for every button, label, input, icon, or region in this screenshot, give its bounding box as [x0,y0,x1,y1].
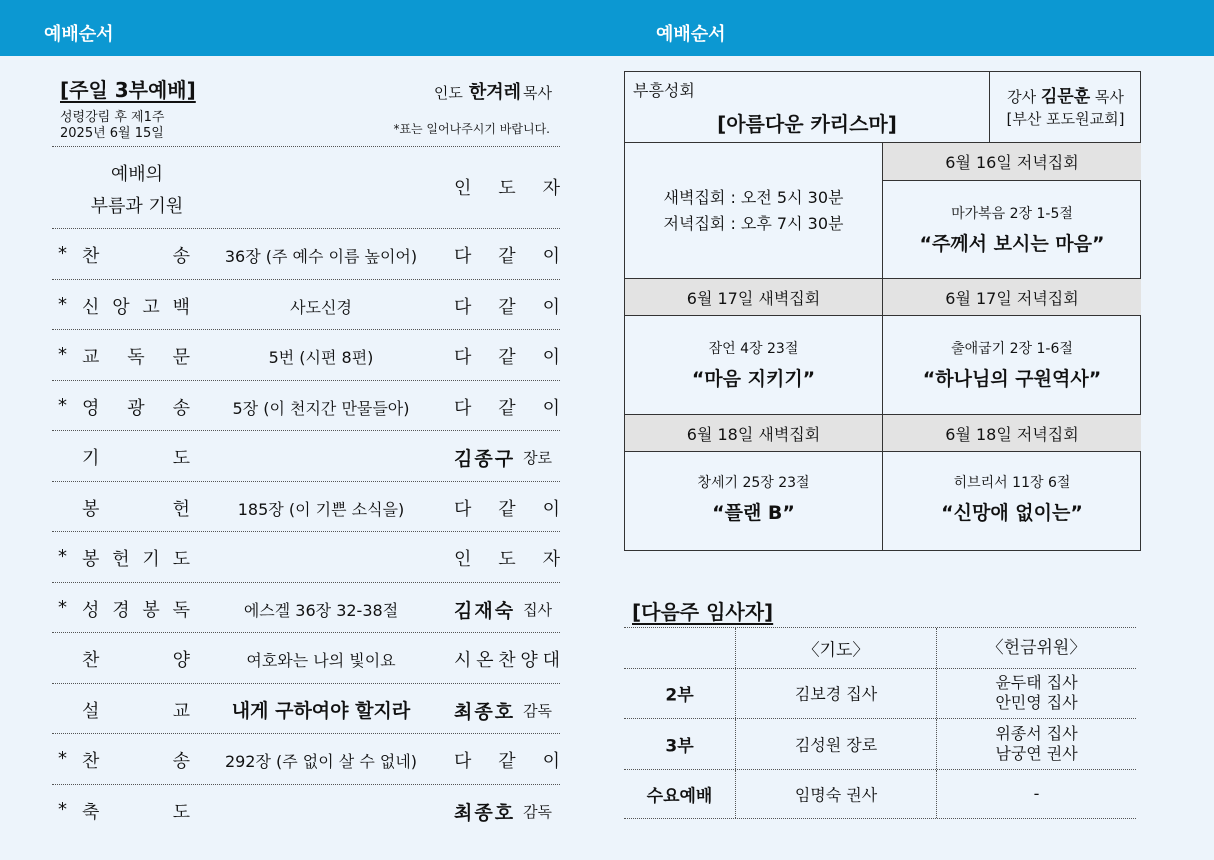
who-char: 다 [454,246,472,267]
who-char: 다 [454,498,472,520]
who-char: 대 [542,650,560,671]
call-to-worship [82,159,192,223]
standing-mark: * [58,344,67,365]
next-week-table [624,627,1136,819]
session-body [625,316,883,415]
who-char: 다 [454,751,472,772]
order-who [454,242,560,268]
order-item [82,747,190,773]
sermon-title: “플랜 B” [712,502,795,524]
scripture-ref: 마가복음 2장 1-5절 [951,206,1073,222]
leader-name: 한겨레 [468,82,522,103]
order-item [82,242,190,268]
who-char: 도 [498,178,516,199]
who-char: 이 [542,347,560,368]
order-content: 사도신경 [290,297,352,317]
service-name: 2부 [665,685,694,706]
calendar-line1: 성령강림 후 제1주 [60,110,165,125]
who-char: 인 [454,178,472,199]
next-week-row [624,668,1136,719]
offering-person: 남궁연 권사 [995,743,1078,763]
session-body [883,316,1141,415]
person-title: 장로 [523,449,553,467]
speaker-title: 목사 [1094,88,1124,106]
next-week-row [624,718,1136,769]
who-char: 다 [454,296,472,318]
who-char: 자 [542,178,560,199]
order-item [82,545,190,571]
order-item [82,293,190,319]
next-week-row [624,769,1136,820]
sermon-title: “주께서 보시는 마음” [919,233,1105,255]
order-item [82,697,190,723]
item-char: 봉 [82,498,100,520]
sermon-title: “하나님의 구원역사” [922,368,1102,390]
order-who [454,394,560,420]
order-item [82,596,190,622]
item-char: 봉 [82,549,100,570]
col-prayer: 〈기도〉 [802,640,870,661]
order-content: 에스겔 36장 32-38절 [243,600,399,620]
service-title: [주일 3부예배] [60,78,196,102]
service-name: 3부 [665,736,694,757]
speaker-church: [부산 포도원교회] [1006,110,1125,128]
revival-header [625,72,1140,143]
order-item [82,646,190,672]
speaker-name: 김문훈 [1040,87,1091,107]
order-content: 5번 (시편 8편) [268,348,374,367]
session-body [883,181,1141,279]
who-char: 같 [498,397,516,419]
item-char: 송 [172,397,190,419]
who-char: 같 [498,296,516,318]
person-name: 김종구 [454,448,516,470]
who-char: 이 [542,296,560,318]
offering-person: 위종서 집사 [995,723,1078,743]
item-char: 신 [82,296,100,318]
standing-mark: * [58,596,67,618]
order-content: 292장 (주 없이 살 수 없네) [224,752,418,771]
order-item [82,394,190,420]
item-char: 찬 [82,751,100,772]
revival-meeting-box [624,71,1141,551]
standing-mark: * [58,394,67,416]
who-char: 같 [498,751,516,772]
order-who [454,545,560,571]
item-char: 독 [127,347,145,368]
order-row [52,380,560,431]
who-char: 찬 [498,650,516,671]
item-char: 교 [82,347,100,368]
order-content: 185장 (이 기쁜 소식을) [237,499,405,519]
session-body [883,452,1141,550]
next-week-title: [다음주 임사자] [632,600,774,624]
who-char: 이 [542,498,560,520]
order-item [82,343,190,369]
who-char: 이 [542,246,560,267]
who-char: 이 [542,751,560,772]
order-row [52,279,560,330]
who-char: 인 [454,549,472,570]
meeting-times [625,143,883,279]
left-header-title: 예배순서 [44,24,114,45]
person-name: 김재숙 [454,599,516,622]
time-evening: 저녁집회 : 오후 7시 30분 [663,213,844,233]
session-header: 6월 18일 새벽집회 [625,415,883,452]
prayer-person: 임명숙 권사 [794,785,878,805]
order-content: 내게 구하여야 할지라 [231,699,411,722]
item-char: 문 [172,347,190,368]
item-char: 도 [172,801,190,823]
who-char: 도 [498,549,516,570]
item-char: 찬 [82,246,100,267]
speaker-label: 강사 [1007,88,1037,106]
session-header: 6월 18일 저녁집회 [883,415,1141,452]
item-char: 백 [172,296,190,318]
order-who [454,798,560,825]
who-char: 이 [542,397,560,419]
order-who [454,646,560,672]
order-who [454,495,560,521]
item-char: 설 [82,700,100,722]
order-who [454,697,560,724]
person-title: 감독 [523,802,553,821]
order-row [52,632,560,683]
item-char: 앙 [112,296,130,318]
order-who [454,747,560,773]
scripture-ref: 창세기 25장 23절 [697,475,810,491]
prayer-person: 김성원 장로 [794,735,878,755]
offering-person: 윤두태 집사 [995,673,1078,693]
next-week-header-row [624,627,1136,668]
person-title: 감독 [523,701,553,720]
offering-persons [937,784,1136,804]
order-row [52,481,560,532]
item-char: 성 [82,599,100,621]
order-row [52,329,560,380]
who-char: 자 [542,549,560,570]
who-char: 양 [520,650,538,671]
order-content: 5장 (이 천지간 만물들아) [232,398,410,418]
who-char: 시 [454,650,472,671]
who-char: 온 [476,650,494,671]
header-bar [0,0,1214,56]
order-row [52,683,560,734]
order-content: 36장 (주 예수 이름 높이어) [224,247,418,266]
item-char: 헌 [112,549,130,570]
service-name: 수요예배 [646,786,713,807]
offering-person: - [1033,783,1040,803]
leader-title: 목사 [523,84,552,102]
item-char: 광 [127,397,145,419]
session-header: 6월 17일 새벽집회 [625,279,883,316]
order-item [82,444,190,470]
call-line1: 예배의 [110,164,164,185]
order-row-call [52,146,560,228]
item-char: 교 [172,700,190,722]
divider [989,72,990,143]
sermon-title: “마음 지키기” [691,368,816,390]
offering-persons [937,724,1136,764]
item-char: 경 [112,599,130,621]
item-char: 도 [172,448,190,469]
who-char: 다 [454,347,472,368]
liturgical-date [60,110,164,142]
order-who [454,343,560,369]
order-rows [52,146,560,834]
leader-label: 인도 [433,84,463,102]
who-char: 다 [454,397,472,419]
order-row [52,582,560,633]
calendar-line2: 2025년 6월 15일 [60,126,164,141]
order-content: 여호와는 나의 빛이요 [246,651,396,670]
time-dawn: 새벽집회 : 오전 5시 30분 [663,187,844,207]
sermon-title: “신망애 없이는” [941,502,1083,524]
standing-mark: * [58,798,67,820]
person-name: 최종호 [454,801,516,824]
order-item [82,798,190,824]
call-line2: 부름과 기원 [90,196,184,217]
order-item [82,495,190,521]
offering-person: 안민영 집사 [995,693,1078,713]
order-row [52,430,560,481]
session-header: 6월 17일 저녁집회 [883,279,1141,316]
item-char: 독 [172,599,190,621]
who-char: 같 [498,246,516,267]
standing-mark: * [58,243,67,264]
order-row [52,531,560,582]
item-char: 영 [82,397,100,419]
offering-persons [937,673,1136,713]
session-body [625,452,883,550]
standing-note: *표는 일어나주시기 바랍니다. [393,122,550,136]
item-char: 기 [142,549,160,570]
item-char: 고 [142,296,160,318]
revival-label: 부흥성회 [633,81,695,100]
revival-theme: [아름다운 카리스마] [717,112,897,136]
standing-mark: * [58,546,67,567]
item-char: 송 [172,246,190,267]
item-char: 기 [82,448,100,469]
order-who [454,293,560,319]
scripture-ref: 출애굽기 2장 1-6절 [951,341,1073,357]
person-title: 집사 [523,600,553,619]
person-name: 최종호 [454,700,516,723]
session-header: 6월 16일 저녁집회 [883,143,1141,181]
revival-speaker [991,86,1140,130]
scripture-ref: 히브리서 11장 6절 [953,475,1071,491]
order-row [52,784,560,835]
call-who [454,174,560,200]
prayer-person: 김보경 집사 [794,684,878,704]
order-row [52,733,560,784]
col-offering: 〈헌금위원〉 [986,637,1087,658]
who-char: 같 [498,347,516,368]
item-char: 도 [172,549,190,570]
order-who [454,596,560,623]
item-char: 봉 [142,599,160,621]
scripture-ref: 잠언 4장 23절 [708,341,799,357]
item-char: 양 [172,650,190,671]
item-char: 헌 [172,498,190,520]
order-who [454,444,560,471]
who-char: 같 [498,498,516,520]
service-leader [434,78,552,104]
standing-mark: * [58,748,67,769]
right-header-title: 예배순서 [656,24,726,45]
item-char: 송 [172,751,190,772]
item-char: 찬 [82,650,100,671]
item-char: 축 [82,801,100,823]
standing-mark: * [58,293,67,315]
order-row [52,228,560,279]
